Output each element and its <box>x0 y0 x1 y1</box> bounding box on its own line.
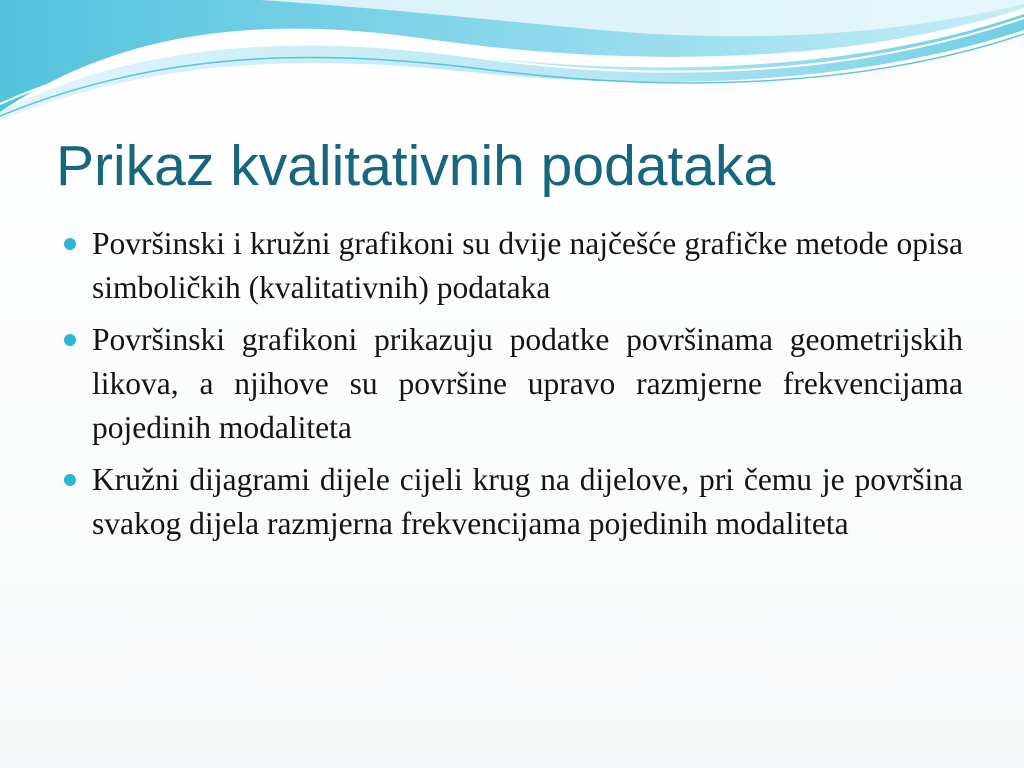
bullet-dot-icon <box>64 474 76 486</box>
bullet-text: Površinski grafikoni prikazuju podatke površinama geometrijskih likova, a njihove su površine upravo razmjerne frekvencijama pojedinih modaliteta <box>92 322 963 445</box>
bullet-item <box>92 222 963 310</box>
bullet-dot-icon <box>64 238 76 250</box>
bullet-text: Površinski i kružni grafikoni su dvije najčešće grafičke metode opisa simboličkih (kvalitativnih) podataka <box>92 226 963 305</box>
bullet-item <box>92 318 963 450</box>
header-wave-decoration <box>0 0 1024 120</box>
bullet-list <box>92 222 963 554</box>
bullet-dot-icon <box>64 334 76 346</box>
bullet-item <box>92 458 963 546</box>
slide-title: Prikaz kvalitativnih podataka <box>56 134 776 198</box>
bullet-text: Kružni dijagrami dijele cijeli krug na dijelove, pri čemu je površina svakog dijela razmjerna frekvencijama pojedinih modaliteta <box>92 462 963 541</box>
